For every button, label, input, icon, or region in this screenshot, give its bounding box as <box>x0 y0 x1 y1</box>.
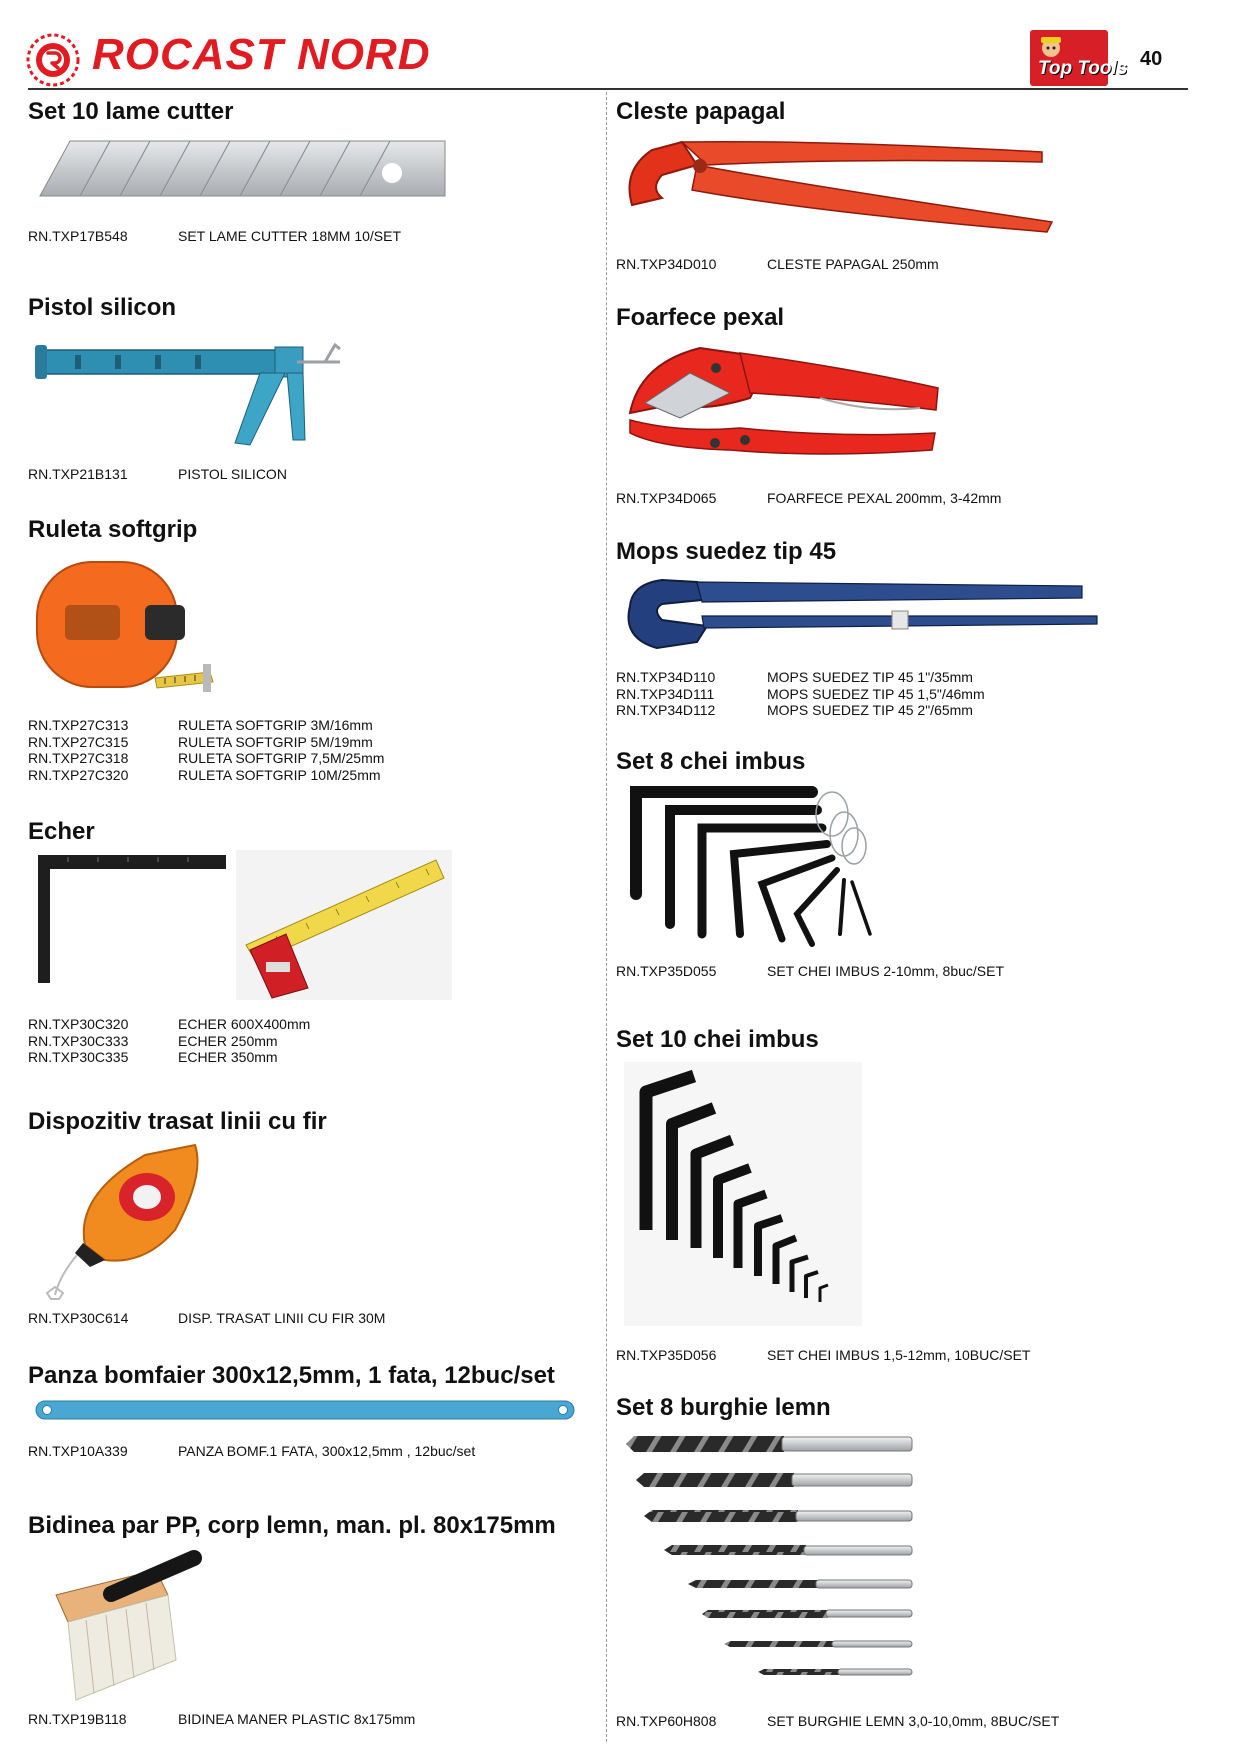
product-description: SET CHEI IMBUS 2-10mm, 8buc/SET <box>767 963 1005 979</box>
product-codes <box>28 1443 128 1460</box>
brand-name: ROCAST NORD <box>92 30 431 79</box>
product-description: RULETA SOFTGRIP 5M/19mm <box>178 733 373 750</box>
product-description: FOARFECE PEXAL 200mm, 3-42mm <box>767 490 1002 506</box>
product-title: Echer <box>28 818 95 845</box>
product-code: RN.TXP60H808 <box>616 1713 717 1729</box>
product-descriptions <box>178 717 384 783</box>
product-description: CLESTE PAPAGAL 250mm <box>767 256 939 272</box>
product-code: RN.TXP27C318 <box>28 750 129 766</box>
product-descriptions <box>178 228 401 245</box>
pipe-cutter-image <box>620 338 950 468</box>
product-codes <box>616 256 716 273</box>
product-code: RN.TXP35D055 <box>616 963 717 979</box>
product-code: RN.TXP17B548 <box>28 228 128 244</box>
product-code: RN.TXP27C313 <box>28 717 129 733</box>
product-description: RULETA SOFTGRIP 3M/16mm <box>178 717 373 733</box>
product-codes <box>616 669 715 719</box>
chalk-line-image <box>35 1135 215 1305</box>
product-description: MOPS SUEDEZ TIP 45 1"/35mm <box>767 669 973 685</box>
product-code: RN.TXP19B118 <box>28 1711 127 1727</box>
product-description: PISTOL SILICON <box>178 466 287 482</box>
product-title: Bidinea par PP, corp lemn, man. pl. 80x175mm <box>28 1512 556 1539</box>
product-title: Set 10 chei imbus <box>616 1026 819 1053</box>
hex-keys-ring-image <box>622 784 942 954</box>
product-code: RN.TXP30C335 <box>28 1049 129 1065</box>
product-description: ECHER 350mm <box>178 1049 278 1065</box>
product-code: RN.TXP30C333 <box>28 1032 129 1049</box>
product-code: RN.TXP30C614 <box>28 1310 129 1326</box>
product-codes <box>28 717 128 783</box>
product-code: RN.TXP34D111 <box>616 685 715 702</box>
cutter-blades-image <box>40 136 450 206</box>
product-code: RN.TXP21B131 <box>28 466 128 482</box>
product-descriptions <box>767 1713 1059 1730</box>
product-descriptions <box>767 256 939 273</box>
product-description: SET BURGHIE LEMN 3,0-10,0mm, 8BUC/SET <box>767 1713 1060 1729</box>
brush-image <box>36 1560 216 1710</box>
steel-square-image <box>38 855 228 985</box>
product-code: RN.TXP34D110 <box>616 669 716 685</box>
product-description: BIDINEA MANER PLASTIC 8x175mm <box>178 1711 416 1727</box>
product-description: MOPS SUEDEZ TIP 45 1,5"/46mm <box>767 685 985 702</box>
try-square-photo <box>236 850 452 1000</box>
hex-keys-image <box>624 1062 862 1326</box>
product-codes <box>616 963 716 980</box>
product-descriptions <box>178 1016 310 1066</box>
product-descriptions <box>767 1347 1030 1364</box>
product-descriptions <box>178 466 287 483</box>
partner-logo-text: Top Tools <box>1038 58 1128 79</box>
product-description: DISP. TRASAT LINII CU FIR 30M <box>178 1310 386 1326</box>
product-code: RN.TXP34D065 <box>616 490 717 506</box>
page-number: 40 <box>1140 48 1163 70</box>
product-code: RN.TXP27C320 <box>28 766 129 783</box>
product-description: SET LAME CUTTER 18MM 10/SET <box>178 228 402 244</box>
hex-keys-photo <box>624 1062 862 1326</box>
product-title: Set 10 lame cutter <box>28 98 234 125</box>
product-code: RN.TXP10A339 <box>28 1443 128 1459</box>
product-codes <box>616 490 716 507</box>
product-codes <box>28 1310 128 1327</box>
product-description: ECHER 600X400mm <box>178 1016 311 1032</box>
product-title: Ruleta softgrip <box>28 516 198 543</box>
product-description: ECHER 250mm <box>178 1032 278 1049</box>
product-descriptions <box>767 963 1004 980</box>
product-descriptions <box>767 490 1001 507</box>
product-title: Pistol silicon <box>28 294 177 321</box>
product-code: RN.TXP35D056 <box>616 1347 717 1363</box>
column-divider <box>606 92 607 1742</box>
product-title: Set 8 chei imbus <box>616 748 806 775</box>
pipe-wrench-image <box>622 576 1112 656</box>
product-descriptions <box>178 1310 385 1327</box>
product-title: Dispozitiv trasat linii cu fir <box>28 1108 327 1135</box>
product-code: RN.TXP34D112 <box>616 702 716 718</box>
product-title: Mops suedez tip 45 <box>616 538 837 565</box>
caulking-gun-image <box>35 325 345 455</box>
product-codes <box>28 1016 128 1066</box>
header-divider <box>28 88 1188 90</box>
product-codes <box>616 1347 716 1364</box>
product-descriptions <box>767 669 985 719</box>
product-codes <box>28 466 128 483</box>
product-descriptions <box>178 1443 475 1460</box>
product-description: MOPS SUEDEZ TIP 45 2"/65mm <box>767 702 973 718</box>
try-square-image <box>236 850 452 1000</box>
product-title: Cleste papagal <box>616 98 786 125</box>
product-code: RN.TXP27C315 <box>28 733 129 750</box>
product-title: Foarfece pexal <box>616 304 785 331</box>
product-code: RN.TXP34D010 <box>616 256 717 272</box>
product-description: SET CHEI IMBUS 1,5-12mm, 10BUC/SET <box>767 1347 1031 1363</box>
product-title: Set 8 burghie lemn <box>616 1394 831 1421</box>
product-descriptions <box>178 1711 415 1728</box>
tape-measure-image <box>35 560 215 710</box>
pliers-image <box>622 130 1062 240</box>
product-description: PANZA BOMF.1 FATA, 300x12,5mm , 12buc/set <box>178 1443 476 1459</box>
product-codes <box>28 1711 127 1728</box>
product-description: RULETA SOFTGRIP 7,5M/25mm <box>178 750 385 766</box>
product-code: RN.TXP30C320 <box>28 1016 129 1032</box>
hacksaw-blade-image <box>36 1397 576 1427</box>
product-codes <box>616 1713 716 1730</box>
product-codes <box>28 228 128 245</box>
top-tools-logo <box>1030 30 1128 86</box>
drill-bits-image <box>622 1432 922 1692</box>
rocast-logo-icon <box>27 34 79 86</box>
product-title: Panza bomfaier 300x12,5mm, 1 fata, 12buc/set <box>28 1362 555 1389</box>
product-description: RULETA SOFTGRIP 10M/25mm <box>178 766 381 783</box>
